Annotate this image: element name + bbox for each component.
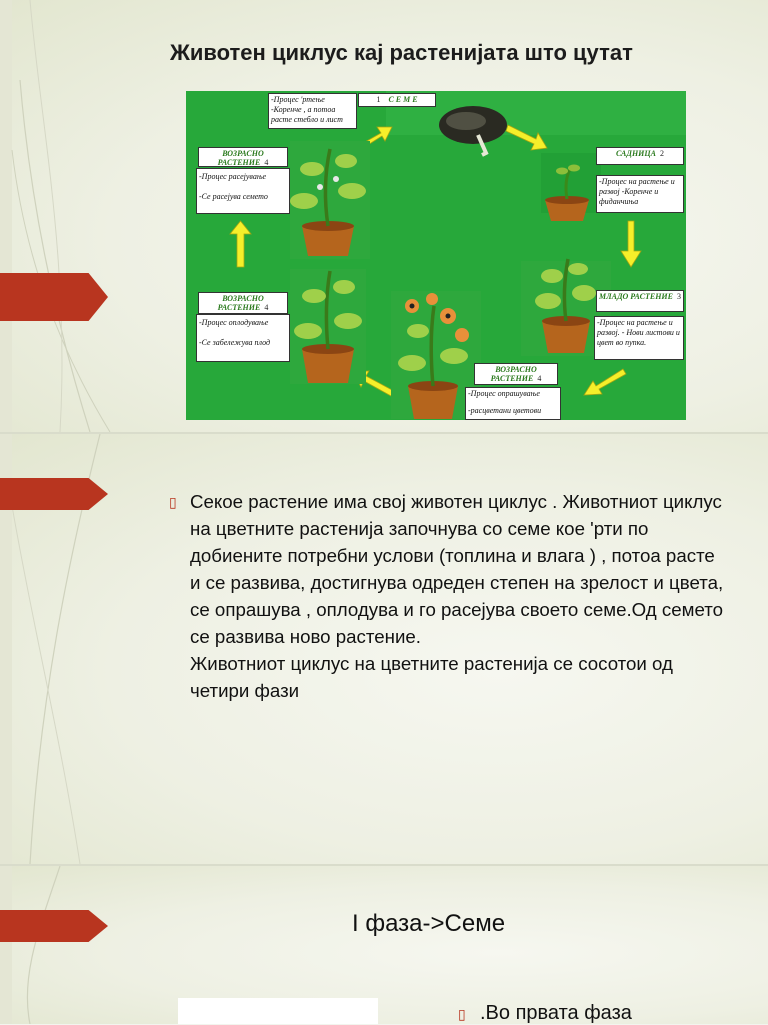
seedling-icon [541, 153, 601, 221]
fertilization-number: 4 [264, 303, 269, 312]
pollination-note [465, 387, 561, 420]
seed-note: -Процес 'ртење -Коренче , а потоа расте стебло и лист [268, 93, 357, 129]
bullet-icon: ▯ [169, 494, 177, 510]
young-plant-number: 3 [676, 292, 681, 301]
dispersal-note-1: -Процес расејување [199, 172, 267, 181]
seedling-note: -Процес на растење и развој -Коренче и фиданчиња [596, 175, 684, 213]
dispersal-title: ВОЗРАСНО РАСТЕНИЕ [217, 149, 264, 167]
slide-title: Животен циклус кај растенијата што цутат [170, 40, 633, 65]
seedling-label [596, 147, 684, 165]
dispersal-number: 4 [264, 158, 269, 167]
adult-plant-fruit-icon [290, 269, 366, 384]
fertilization-note [196, 314, 290, 362]
arrow-icon [584, 369, 626, 395]
diagram-graphics [186, 91, 686, 420]
phase-title: I фаза->Семе [352, 910, 506, 937]
slide-3 [0, 866, 768, 1024]
seed-title: С Е М Е [388, 95, 418, 104]
seed-image [178, 998, 378, 1024]
phase-bullet: .Во првата фаза [480, 1002, 632, 1024]
pollination-number: 4 [537, 374, 542, 383]
dispersal-label [198, 147, 288, 167]
dispersal-note-2: -Се расејува семето [199, 192, 268, 201]
pollination-note-1: -Процес опрашување [468, 389, 540, 398]
seedling-number: 2 [659, 149, 664, 158]
seed-icon [439, 106, 507, 155]
slide-1 [0, 0, 768, 432]
paragraph-2: Животниот циклус на цветните растенија се сосотои од четири фази [190, 653, 673, 701]
body-text [190, 488, 730, 704]
fertilization-label [198, 292, 288, 314]
seed-label [358, 93, 436, 107]
decorative-curves [0, 866, 120, 1024]
pollination-note-2: -расцветани цветови [468, 406, 542, 415]
paragraph-1: Секое растение има свој животен циклус . Животниот циклус на цветните растенија започнува со семе кое 'рти по добиените потребни услови (топлина и влага ) , потоа расте и се развива, достигнува одреден степен на зрелост и цвета, се опрашува , оплодува и го расејува своето семе.Од семето се развива ново растение. [190, 491, 724, 647]
decorative-curves [0, 0, 120, 432]
pollination-label [474, 363, 558, 385]
fertilization-note-2: -Се забележува плод [199, 338, 271, 347]
bullet-icon: ▯ [458, 1006, 466, 1022]
young-plant-note: -Процес на растење и развој. - Нови листови и цвет во пупка. [594, 316, 684, 360]
accent-flag [0, 478, 108, 510]
adult-plant-seeds-icon [290, 141, 370, 259]
accent-flag [0, 273, 108, 321]
young-plant-title: МЛАДО РАСТЕНИЕ [599, 292, 673, 301]
seedling-title: САДНИЦА [616, 149, 656, 158]
accent-flag [0, 910, 108, 942]
dispersal-note [196, 168, 290, 214]
arrow-icon [230, 221, 251, 267]
seed-number: 1 [376, 95, 381, 104]
arrow-icon [506, 125, 547, 150]
fertilization-title: ВОЗРАСНО РАСТЕНИЕ [217, 294, 264, 312]
pollination-title: ВОЗРАСНО РАСТЕНИЕ [490, 365, 537, 383]
young-plant-label [596, 290, 684, 312]
arrow-icon [621, 221, 641, 267]
life-cycle-diagram [186, 91, 686, 420]
fertilization-note-1: -Процес оплодување [199, 318, 269, 327]
